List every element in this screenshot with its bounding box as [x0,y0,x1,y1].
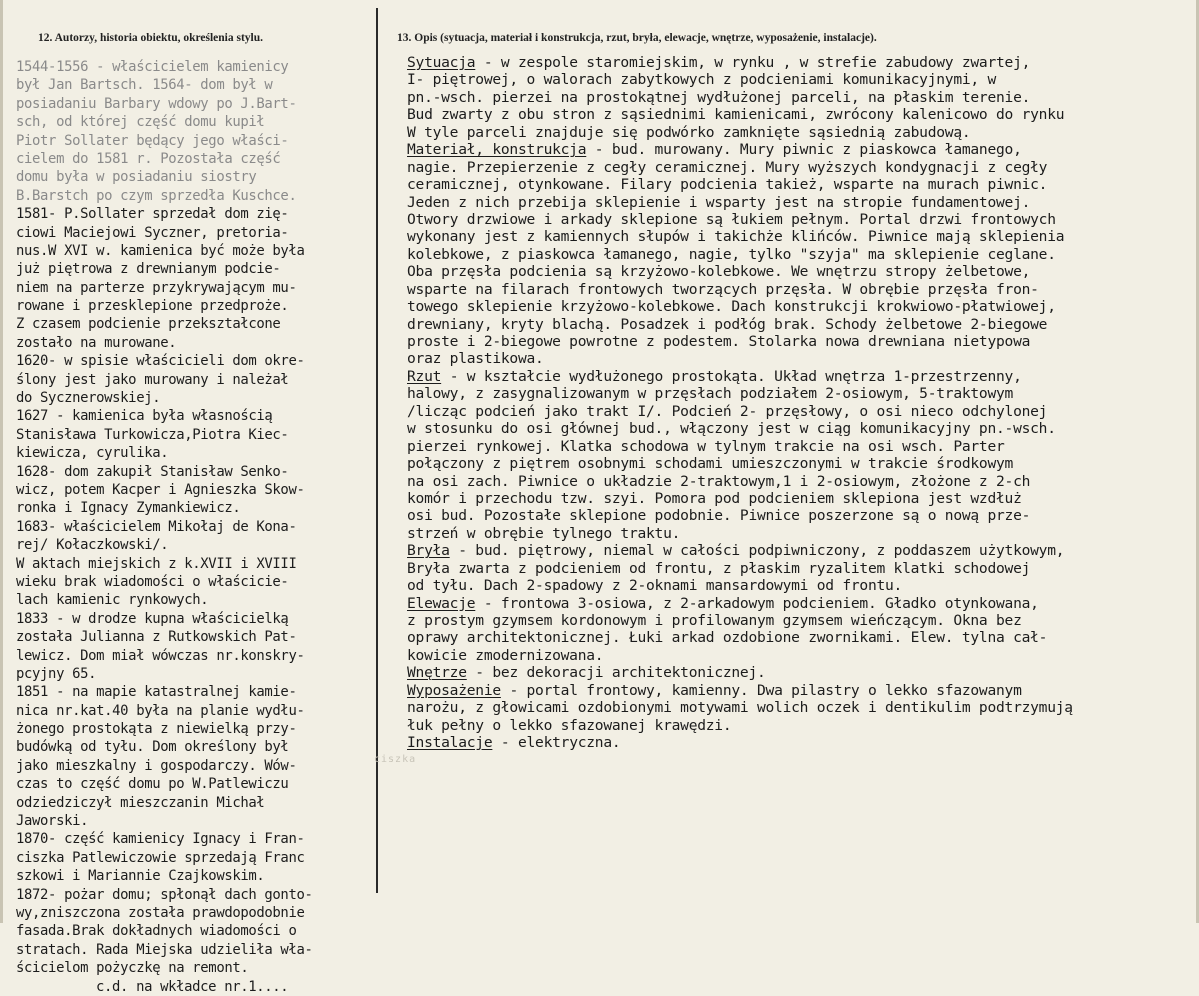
history-line: 1627 - kamienica była własnością [16,408,273,425]
description-text: ceramicznej, otynkowane. Filary podcienia takież, wsparte na murach piwnic. [407,176,1048,194]
description-line [407,629,1197,646]
history-line: już piętrowa z drewnianym podcie- [16,261,281,278]
history-line: stratach. Rada Miejska udzieliła wła- [16,941,313,958]
description-line [407,560,1197,577]
section-label: Materiał, konstrukcja [407,141,587,159]
history-line: ścicielom pożyczkę na remont. [16,960,249,977]
section-label: Sytuacja [407,54,476,71]
history-line: rej/ Kołaczkowski/. [16,537,169,554]
description-text: połączony z piętrem osobnymi schodami umieszczonymi w trakcie środkowym [407,455,1014,473]
history-line: nus.W XVI w. kamienica być może była [16,242,305,259]
section-label: Wyposażenie [407,681,501,699]
description-text: oprawy architektonicznej. Łuki arkad ozdobione zwornikami. Elew. tylna cał- [407,629,1048,647]
history-line: szkowi i Mariannie Czajkowskim. [16,868,265,885]
description-text: - w zespole staromiejskim, w rynku , w strefie zabudowy zwartej, [475,54,1031,71]
description-line [407,106,1197,123]
history-line: odziedziczył mieszczanin Michał [16,794,265,811]
section-label: Rzut [407,367,442,385]
description-line [407,316,1197,333]
history-line: żonego prostokąta z niewielką przy- [16,721,297,738]
description-text: Jeden z nich przebija sklepienie i wsparty jest na stropie fundamentowej. [407,193,1031,211]
history-line: 1872- pożar domu; spłonął dach gonto- [16,886,313,903]
description-text: towego sklepienie krzyżowo-kolebkowe. Dach konstrukcji krokwiowo-płatwiowej, [407,298,1056,316]
description-text: pierzei rynkowej. Klatka schodowa w tylnym trakcie na osi wsch. Parter [407,437,1005,455]
description-line [407,333,1197,350]
description-text: wsparte na filarach frontowych tworzących przęsła. W obrębie przęsła fron- [407,280,1039,298]
description-text: kowicie zmodernizowana. [407,646,604,664]
description-text: W tyle parceli znajduje się podwórko zamknięte sąsiednią zabudową. [407,123,971,141]
description-line [407,71,1197,88]
history-line: wy,zniszczona została prawdopodobnie [16,904,305,921]
description-line [407,350,1197,367]
description-text: /licząc podcień jako trakt I/. Podcień 2- przęsłowy, o osi nieco odchylonej [407,402,1048,420]
description-text: Oba przęsła podcienia są krzyżowo-kolebkowe. We wnętrzu stropy żelbetowe, [407,263,1031,281]
description-line [407,438,1197,455]
description-line [407,403,1197,420]
description-text: łuk pełny o lekko sfazowanej krawędzi. [407,716,732,734]
history-line: 1544-1556 - właścicielem kamienicy [16,59,289,75]
description-text: na osi zach. Piwnice o układzie 2-traktowym,1 i 2-osiowym, złożone z 2-ch [407,472,1031,490]
description-line [407,124,1197,141]
description-line [407,490,1197,507]
description-line [407,368,1197,385]
history-line: 1683- właścicielem Mikołaj de Kona- [16,518,297,535]
description-line [407,298,1197,315]
description-line [407,54,1197,71]
description-line [407,647,1197,664]
description-text: proste i 2-biegowe powrotne z podestem. Stolarka nowa drewniana nietypowa [407,333,1031,350]
description-line [407,385,1197,402]
history-line: 1628- dom zakupił Stanisław Senko- [16,463,289,480]
description-text: drewniany, kryty blachą. Posadzek i podłóg brak. Schody żelbetowe 2-biegowe [407,315,1048,333]
description-line [407,263,1197,280]
description-text: kolebkowe, z piaskowca łamanego, nagie, tylko "szyja" ma sklepienie ceglane. [407,245,1056,263]
description-text: Otwory drzwiowe i arkady sklepione są łukiem pełnym. Portal drzwi frontowych [407,210,1056,228]
history-line: fasada.Brak dokładnych wiadomości o [16,923,297,940]
description-text: - bud. murowany. Mury piwnic z piaskowca łamanego, [586,141,1022,159]
history-line: jako mieszkalny i gospodarczy. Wów- [16,757,297,774]
description-text: nagie. Przepierzenie z cegły ceramicznej. Mury wyższych kondygnacji z cegły [407,158,1048,176]
margin-note: ciszka [374,754,417,765]
history-line: cielem do 1581 r. Pozostała część [16,150,281,167]
history-line: 1833 - w drodze kupna właścicielką [16,610,289,627]
description-line [407,455,1197,472]
history-line: ciszka Patlewiczowie sprzedają Franc [16,849,305,866]
description-line [407,699,1197,716]
history-line: domu była w posiadaniu siostry [16,169,257,186]
left-page-edge [0,0,3,923]
description-line [407,612,1197,629]
left-column-header: 12. Autorzy, historia obiektu, określenia stylu. [38,32,264,44]
history-line: pcyjny 65. [16,665,97,682]
description-line [407,246,1197,263]
description-text: narożu, z głowicami ozdobionymi motywami wolich oczek i dentikulim podtrzymują [407,699,1073,717]
history-line: kiewicza, cyrulika. [16,445,169,462]
description-text: - frontowa 3-osiowa, z 2-arkadowym podcieniem. Gładko otynkowana, [475,594,1039,612]
history-line: nica nr.kat.40 była na planie wydłu- [16,702,305,719]
history-line: ślony jest jako murowany i należał [16,371,289,388]
description-text: pn.-wsch. pierzei na prostokątnej wydłużonej parceli, na płaskim terenie. [407,88,1031,106]
continuation-note: c.d. na wkładce nr.1.... [96,978,289,995]
description-line [407,717,1197,734]
history-line: 1851 - na mapie katastralnej kamie- [16,684,297,701]
history-line: Z czasem podcienie przekształcone [16,316,281,333]
description-line [407,211,1197,228]
section-label: Bryła [407,542,450,560]
description-text: wykonany jest z kamiennych słupów i takichże klińców. Piwnice mają sklepienia [407,228,1065,246]
description-text: - bud. piętrowy, niemal w całości podpiwniczony, z poddaszem użytkowym, [449,542,1065,560]
section-label: Wnętrze [407,664,467,682]
description-line [407,664,1197,681]
description-line [407,281,1197,298]
description-text: komór i przechodu tzw. szyi. Pomora pod podcieniem sklepiona jest wzdłuż [407,489,1022,507]
history-line: czas to część domu po W.Patlewiczu [16,776,289,793]
section-label: Instalacje [407,734,493,752]
description-line [407,89,1197,106]
history-line: wieku brak wiadomości o właścicie- [16,573,289,590]
description-text: Bryła zwarta z podcieniem od frontu, z płaskim ryzalitem klatki schodowej [407,559,1031,577]
history-line: niem na parterze przykrywającym mu- [16,279,297,296]
history-line: ronka i Ignacy Zymankiewicz. [16,500,241,517]
right-column-header: 13. Opis (sytuacja, materiał i konstrukcja, rzut, bryła, elewacje, wnętrze, wyposażenie, instalacje). [397,32,877,44]
description-line [407,525,1197,542]
description-text: I- piętrowej, o walorach zabytkowych z podcieniami komunikacyjnymi, w [407,71,996,89]
description-text: w stosunku do osi głównej bud., włączony jest w ciąg komunikacyjny pn.-wsch. [407,420,1056,438]
history-line: rowane i przesklepione przedproże. [16,298,289,315]
history-line: W aktach miejskich z k.XVII i XVIII [16,555,297,572]
description-line [407,542,1197,559]
history-line: posiadaniu Barbary wdowy po J.Bart- [16,95,297,112]
history-line: 1620- w spisie właścicieli dom okre- [16,353,305,370]
description-text: strzeń w obrębie tylnego traktu. [407,524,681,542]
history-line: Jaworski. [16,813,89,830]
description-text: - w kształcie wydłużonego prostokąta. Układ wnętrza 1-przestrzenny, [441,367,1022,385]
history-line: 1581- P.Sollater sprzedał dom zię- [16,206,289,223]
history-line: lewicz. Dom miał wówczas nr.konskry- [16,647,305,664]
history-line: B.Barstch po czym sprzedła Kuschce. [16,187,297,204]
history-line: lach kamienic rynkowych. [16,592,209,609]
description-line [407,176,1197,193]
description-line [407,595,1197,612]
history-line: została Julianna z Rutkowskich Pat- [16,629,297,646]
history-line: wicz, potem Kacper i Agnieszka Skow- [16,481,305,498]
history-line: zostało na murowane. [16,334,177,351]
description-line [407,682,1197,699]
description-text: - elektryczna. [492,734,621,752]
history-line: 1870- część kamienicy Ignacy i Fran- [16,831,305,848]
description-line [407,734,1197,751]
description-line [407,507,1197,524]
history-line: ciowi Maciejowi Syczner, pretoria- [16,224,289,241]
section-label: Elewacje [407,594,476,612]
history-line: Stanisława Turkowicza,Piotra Kiec- [16,426,289,443]
description-line [407,473,1197,490]
history-line: budówką od tyłu. Dom określony był [16,739,289,756]
description-text: halowy, z zasygnalizowanym w przęsłach podziałem 2-osiowym, 5-traktowym [407,385,1014,403]
description-text: - bez dekoracji architektonicznej. [466,664,766,682]
description-line [407,141,1197,158]
history-column [16,58,374,996]
description-text: z prostym gzymsem kordonowym i profilowanym gzymsem wieńczącym. Okna bez [407,612,1022,629]
description-text: - portal frontowy, kamienny. Dwa pilastry o lekko sfazowanym [500,681,1022,699]
description-line [407,159,1197,176]
description-text: Bud zwarty z obu stron z sąsiednimi kamienicami, zwrócony kalenicowo do rynku [407,106,1065,124]
description-line [407,228,1197,245]
description-text: osi bud. Pozostałe sklepione podobnie. Piwnice poszerzone są o nową prze- [407,507,1031,525]
history-line: Piotr Sollater będący jego właści- [16,132,289,149]
description-column [407,54,1197,752]
description-line [407,420,1197,437]
description-line [407,577,1197,594]
description-text: od tyłu. Dach 2-spadowy z 2-oknami mansardowymi od frontu. [407,577,903,595]
history-line: do Sycznerowskiej. [16,390,161,407]
history-line: sch, od której część domu kupił [16,114,265,131]
history-line: był Jan Bartsch. 1564- dom był w [16,77,273,94]
description-text: oraz plastikowa. [407,350,544,368]
description-line [407,194,1197,211]
